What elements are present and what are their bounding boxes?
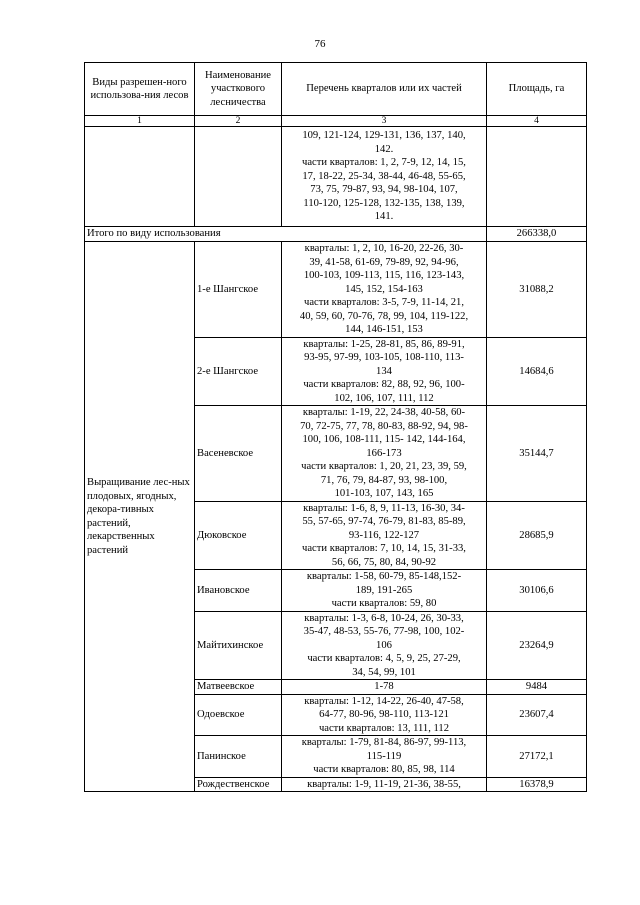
quarters-table — [84, 62, 587, 792]
quarters-line: 102, 106, 107, 111, 112 — [334, 392, 434, 404]
area-cell: 9484 — [487, 680, 587, 695]
area-cell: 23607,4 — [487, 694, 587, 736]
quarters-cell — [282, 242, 487, 338]
page-number: 76 — [314, 38, 326, 50]
quarters-line: части кварталов: 13, 111, 112 — [318, 722, 450, 734]
forestry-name: Одоевское — [195, 694, 282, 736]
quarters-cell — [282, 406, 487, 502]
continuation-forestry-cell — [195, 127, 282, 227]
quarters-line: 115-119 — [366, 750, 402, 762]
forestry-name: Васеневское — [195, 406, 282, 502]
quarters-line: части кварталов: 3-5, 7-9, 11-14, 21, — [304, 297, 464, 308]
quarters-line: кварталы: 1-6, 8, 9, 11-13, 16-30, 34- — [303, 502, 465, 514]
quarters-cell — [282, 680, 487, 695]
quarters-line: кварталы: 1-12, 14-22, 26-40, 47-58, — [304, 695, 464, 707]
quarters-line: части кварталов: 4, 5, 9, 25, 27-29, — [307, 653, 461, 664]
quarters-line: 109, 121-124, 129-131, 136, 137, 140, — [302, 130, 466, 142]
continuation-use-type-cell — [85, 127, 195, 227]
area-cell: 16378,9 — [487, 777, 587, 792]
quarters-line: 93-95, 97-99, 103-105, 108-110, 113- — [304, 352, 464, 363]
quarters-line: кварталы: 1-25, 28-81, 85, 86, 89-91, — [303, 338, 465, 350]
continuation-quarters-cell — [282, 127, 487, 227]
quarters-line: части кварталов: 1, 20, 21, 23, 39, 59, — [301, 461, 467, 472]
continuation-row — [85, 127, 587, 227]
quarters-line: 17, 18-22, 25-34, 38-44, 46-48, 55-65, — [302, 170, 466, 182]
quarters-line: 55, 57-65, 97-74, 76-79, 81-83, 85-89, — [302, 516, 466, 527]
quarters-line: кварталы: 1-19, 22, 24-38, 40-58, 60- — [302, 407, 466, 418]
column-number: 2 — [195, 116, 282, 127]
quarters-line: 71, 76, 79, 84-87, 93, 98-100, — [320, 474, 448, 486]
header-forestry: Наименование участкового лесничества — [195, 63, 282, 116]
quarters-line: 64-77, 80-96, 98-110, 113-121 — [319, 709, 449, 720]
quarters-line: кварталы: 1-3, 6-8, 10-24, 26, 30-33, — [304, 612, 464, 624]
forestry-name: Рождественское — [195, 777, 282, 792]
quarters-line: 73, 75, 79-87, 93, 94, 98-104, 107, — [310, 184, 458, 196]
forestry-name: 1-е Шангское — [195, 242, 282, 338]
total-label: Итого по виду использования — [85, 227, 487, 242]
quarters-line: 166-173 — [366, 447, 402, 459]
column-number: 3 — [282, 116, 487, 127]
column-number: 4 — [487, 116, 587, 127]
quarters-line: 100, 106, 108-111, 115- 142, 144-164, — [302, 434, 466, 445]
quarters-line: кварталы: 1-9, 11-19, 21-36, 38-55, — [307, 778, 461, 790]
quarters-cell — [282, 337, 487, 406]
quarters-line: 40, 59, 60, 70-76, 78, 99, 104, 119-122, — [299, 310, 469, 322]
quarters-cell — [282, 501, 487, 570]
quarters-line: 101-103, 107, 143, 165 — [334, 488, 434, 499]
quarters-line: 56, 66, 75, 80, 84, 90-92 — [331, 556, 437, 568]
quarters-line: кварталы: 1, 2, 10, 16-20, 22-26, 30- — [304, 243, 464, 254]
quarters-line: 70, 72-75, 77, 78, 80-83, 88-92, 94, 98- — [300, 420, 468, 432]
area-cell: 31088,2 — [487, 242, 587, 338]
quarters-cell — [282, 736, 487, 778]
total-area: 266338,0 — [487, 227, 587, 242]
continuation-area-cell — [487, 127, 587, 227]
quarters-line: кварталы: 1-79, 81-84, 86-97, 99-113, — [301, 737, 467, 748]
quarters-line: 100-103, 109-113, 115, 116, 123-143, — [303, 270, 465, 281]
quarters-line: 141. — [374, 211, 394, 223]
quarters-line: 110-120, 125-128, 132-135, 138, 139, — [303, 197, 465, 209]
quarters-cell — [282, 694, 487, 736]
quarters-line: 145, 152, 154-163 — [345, 283, 423, 295]
quarters-cell — [282, 611, 487, 680]
column-number: 1 — [85, 116, 195, 127]
quarters-line: части кварталов: 82, 88, 92, 96, 100- — [303, 379, 465, 390]
quarters-line: 189, 191-265 — [355, 584, 413, 596]
header-quarters: Перечень кварталов или их частей — [282, 63, 487, 116]
table-row — [85, 242, 587, 338]
quarters-line: 106 — [376, 639, 392, 651]
column-number-row — [85, 116, 587, 127]
quarters-line: 142. — [374, 143, 394, 155]
header-area: Площадь, га — [487, 63, 587, 116]
quarters-cell — [282, 777, 487, 792]
area-cell: 23264,9 — [487, 611, 587, 680]
forestry-name: Панинское — [195, 736, 282, 778]
quarters-line: кварталы: 1-58, 60-79, 85-148,152- — [306, 571, 462, 582]
quarters-line: части кварталов: 80, 85, 98, 114 — [313, 764, 455, 775]
area-cell: 27172,1 — [487, 736, 587, 778]
forestry-name: Дюковское — [195, 501, 282, 570]
quarters-line: 144, 146-151, 153 — [345, 324, 423, 335]
quarters-line: 1-78 — [374, 681, 394, 692]
forestry-name: Майтихинское — [195, 611, 282, 680]
forestry-name: Матвеевское — [195, 680, 282, 695]
quarters-line: 93-116, 122-127 — [348, 529, 420, 541]
table-header-row — [85, 63, 587, 116]
quarters-line: 39, 41-58, 61-69, 79-89, 92, 94-96, — [309, 256, 459, 268]
area-cell: 35144,7 — [487, 406, 587, 502]
forestry-name: Ивановское — [195, 570, 282, 612]
forestry-name: 2-е Шангское — [195, 337, 282, 406]
quarters-cell — [282, 570, 487, 612]
area-cell: 14684,6 — [487, 337, 587, 406]
header-use-type: Виды разрешен-ного использова-ния лесов — [85, 63, 195, 116]
area-cell: 28685,9 — [487, 501, 587, 570]
quarters-line: части кварталов: 7, 10, 14, 15, 31-33, — [302, 543, 466, 554]
quarters-line: 134 — [376, 365, 392, 377]
total-row — [85, 227, 587, 242]
quarters-line: 35-47, 48-53, 55-76, 77-98, 100, 102- — [303, 626, 465, 637]
use-type-cell: Выращивание лес-ных плодовых, ягодных, декора-тивных растений, лекарственных растений — [85, 242, 195, 792]
area-cell: 30106,6 — [487, 570, 587, 612]
quarters-line: части кварталов: 59, 80 — [331, 598, 437, 609]
quarters-line: части кварталов: 1, 2, 7-9, 12, 14, 15, — [302, 157, 466, 169]
quarters-line: 34, 54, 99, 101 — [352, 666, 416, 678]
